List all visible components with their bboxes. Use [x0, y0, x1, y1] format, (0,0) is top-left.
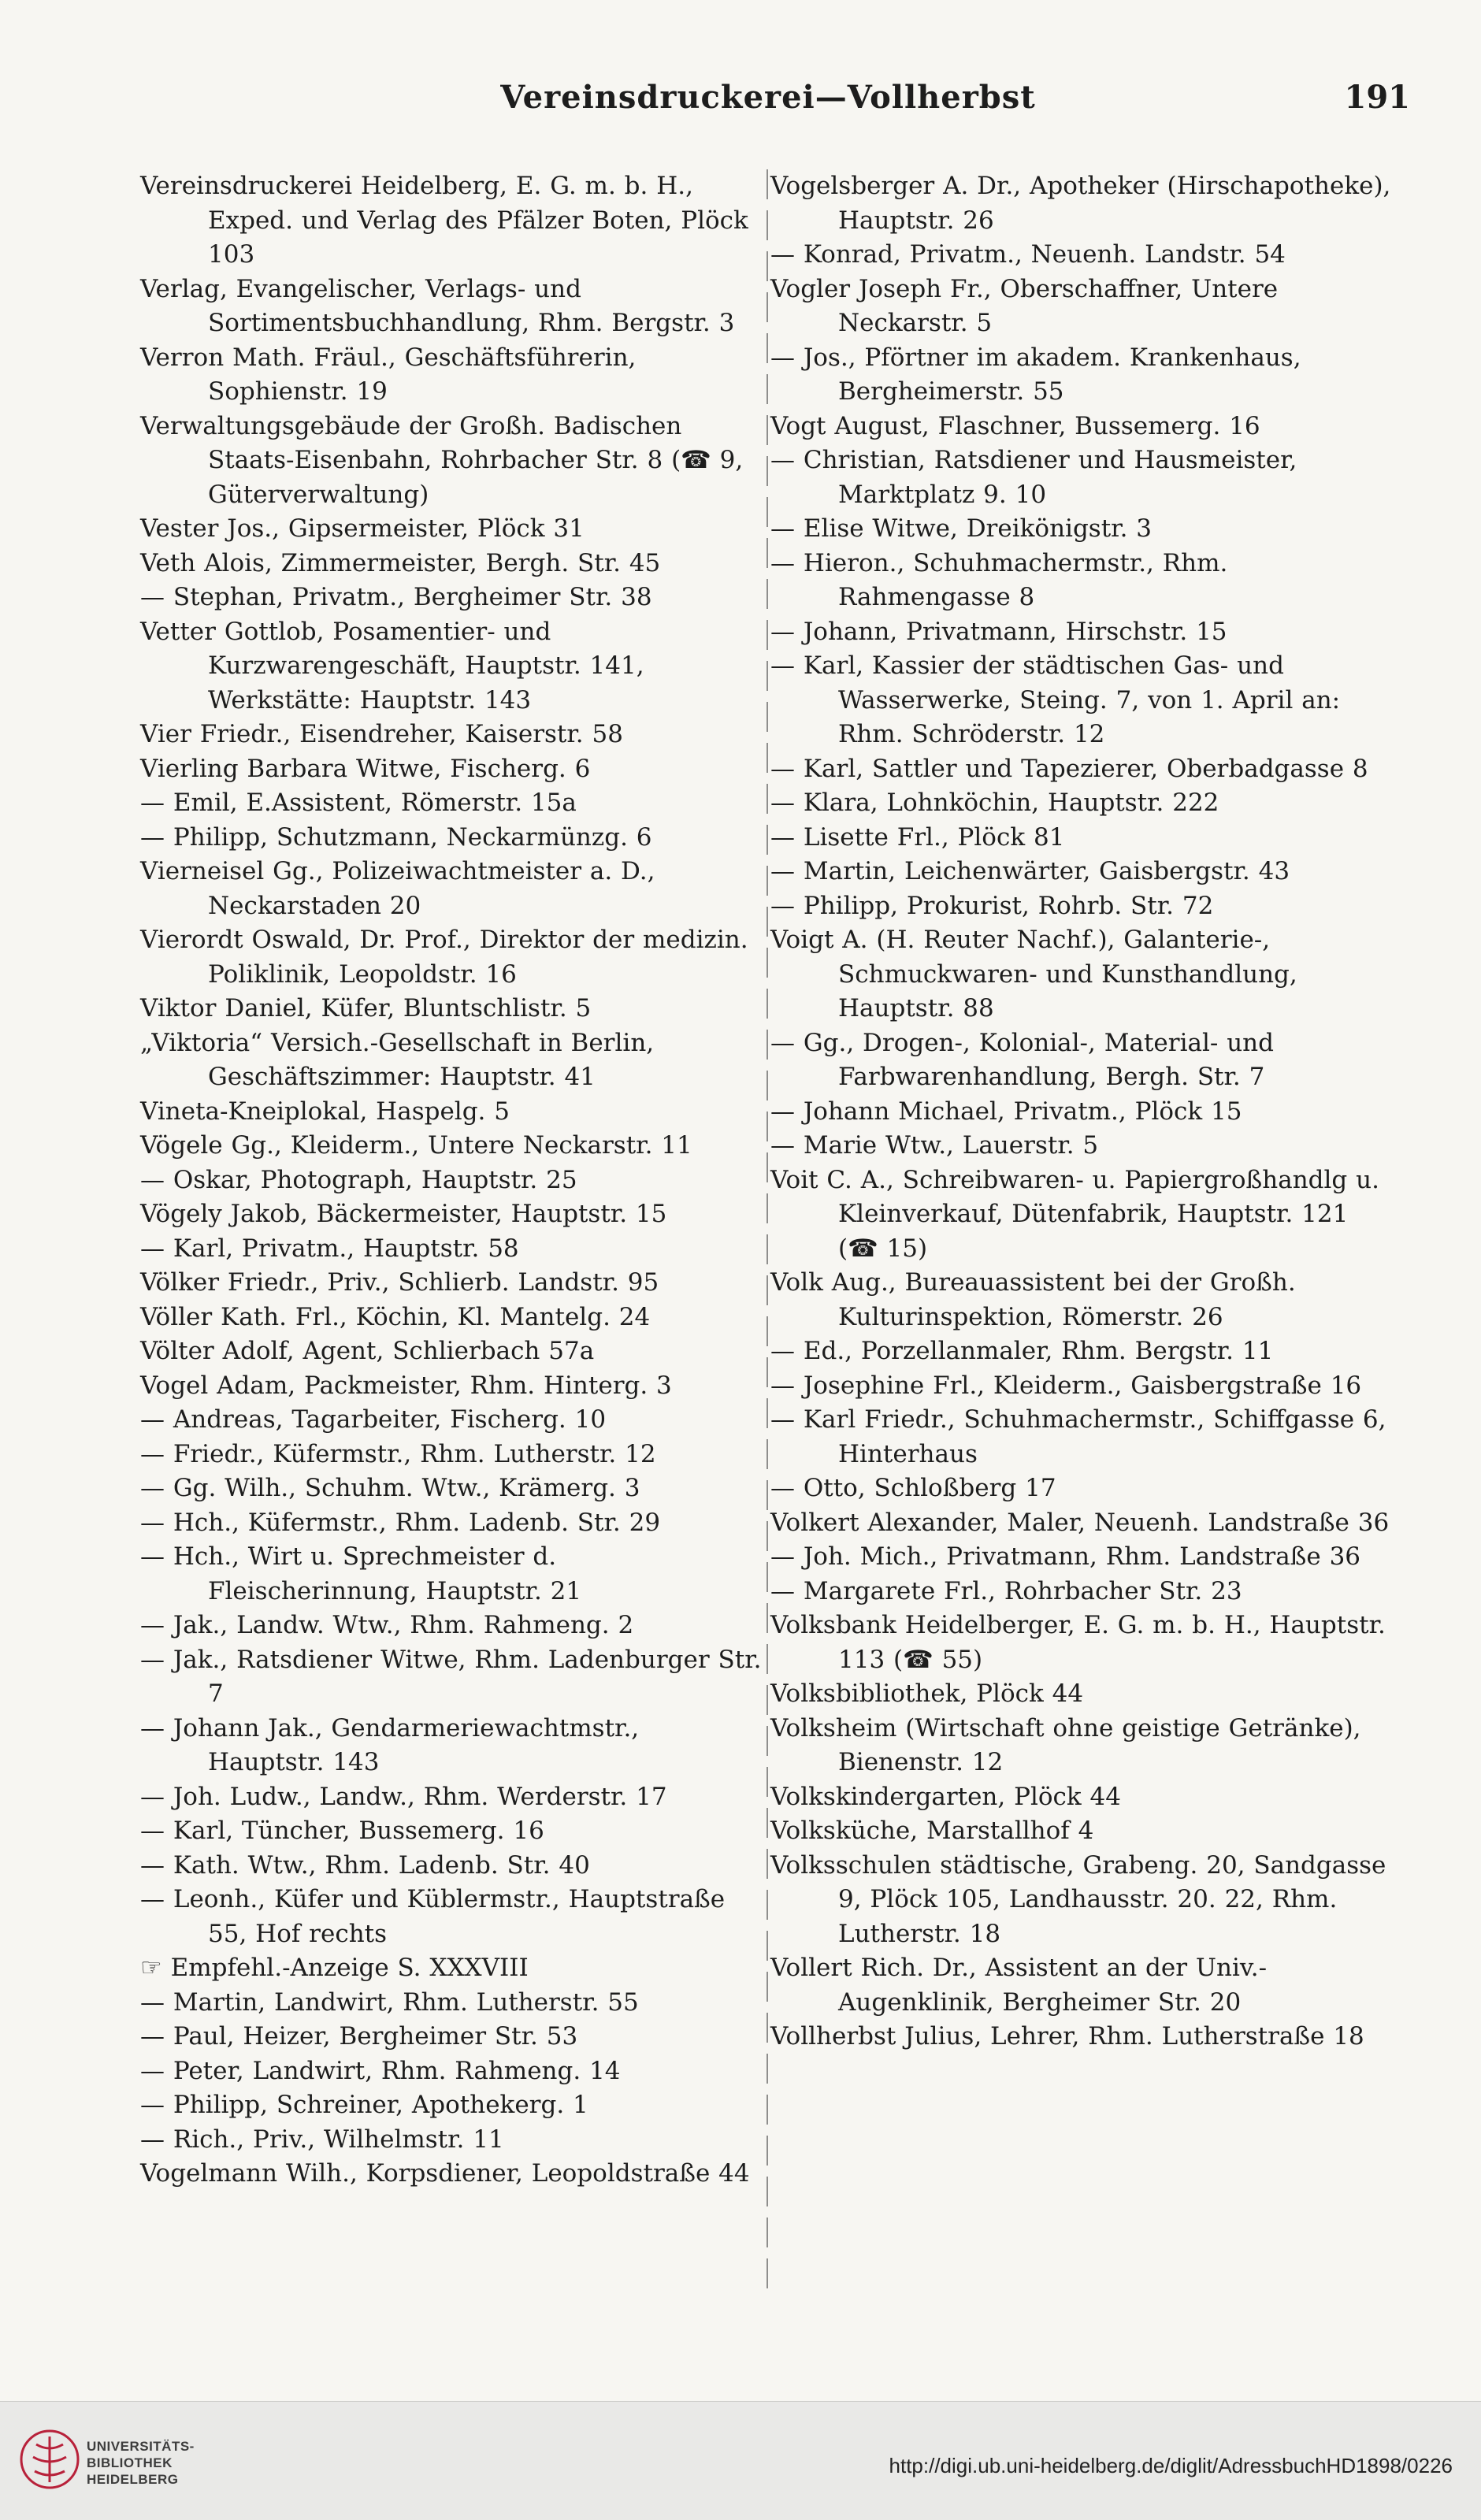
directory-entry: Völker Friedr., Priv., Schlierb. Landstr. 95 — [140, 1268, 659, 1297]
directory-entry: — Karl, Tüncher, Bussemerg. 16 — [140, 1817, 544, 1845]
directory-entry: Volkskindergarten, Plöck 44 — [770, 1782, 1121, 1811]
directory-entry: — Andreas, Tagarbeiter, Fischerg. 10 — [140, 1405, 607, 1434]
directory-entry: — Emil, E.Assistent, Römerstr. 15a — [140, 789, 577, 817]
directory-entry: Voit C. A., Schreibwaren- u. Papiergroßhandlg u. Kleinverkauf, Dütenfabrik, Hauptstr. 121 (☎ 15) — [770, 1165, 1379, 1263]
directory-entry: — Peter, Landwirt, Rhm. Rahmeng. 14 — [140, 2056, 621, 2085]
directory-entry: Vogelmann Wilh., Korpsdiener, Leopoldstraße 44 — [140, 2159, 750, 2188]
directory-entry: Vollherbst Julius, Lehrer, Rhm. Lutherstraße 18 — [770, 2022, 1364, 2051]
directory-entry: — Elise Witwe, Dreikönigstr. 3 — [770, 514, 1153, 543]
directory-entry: — Philipp, Schreiner, Apothekerg. 1 — [140, 2091, 588, 2119]
source-url[interactable]: http://digi.ub.uni-heidelberg.de/diglit/AdressbuchHD1898/0226 — [889, 2454, 1453, 2477]
logo-line: HEIDELBERG — [87, 2472, 179, 2487]
directory-entry: Volk Aug., Bureauassistent bei der Großh. Kulturinspektion, Römerstr. 26 — [770, 1268, 1296, 1331]
directory-entry: Völter Adolf, Agent, Schlierbach 57a — [140, 1337, 595, 1365]
directory-entry: — Karl, Privatm., Hauptstr. 58 — [140, 1234, 519, 1263]
directory-entry: — Lisette Frl., Plöck 81 — [770, 822, 1065, 852]
directory-entry: Vögely Jakob, Bäckermeister, Hauptstr. 15 — [140, 1200, 667, 1228]
directory-entry: Viktor Daniel, Küfer, Bluntschlistr. 5 — [140, 994, 592, 1022]
directory-entry: Vierling Barbara Witwe, Fischerg. 6 — [140, 754, 591, 783]
directory-entry: — Oskar, Photograph, Hauptstr. 25 — [140, 1165, 577, 1194]
directory-entry: — Jos., Pförtner im akadem. Krankenhaus, Bergheimerstr. 55 — [770, 343, 1301, 406]
left-column — [140, 169, 763, 2192]
column-divider — [766, 169, 768, 2288]
directory-entry: — Martin, Leichenwärter, Gaisbergstr. 43 — [770, 857, 1290, 885]
directory-entry: Vetter Gottlob, Posamentier- und Kurzwarengeschäft, Hauptstr. 141, Werkstätte: Hauptstr. 143 — [140, 617, 644, 714]
directory-entry: — Margarete Frl., Rohrbacher Str. 23 — [770, 1576, 1242, 1605]
directory-entry: Volksbibliothek, Plöck 44 — [770, 1679, 1084, 1708]
directory-entry: — Stephan, Privatm., Bergheimer Str. 38 — [140, 583, 652, 611]
logo-line: UNIVERSITÄTS- — [87, 2439, 195, 2454]
footer-bar — [0, 2401, 1481, 2520]
directory-entry: „Viktoria“ Versich.-Gesellschaft in Berlin, Geschäftszimmer: Hauptstr. 41 — [140, 1028, 655, 1091]
directory-entry: — Jak., Landw. Wtw., Rhm. Rahmeng. 2 — [140, 1611, 634, 1639]
directory-entry: Verwaltungsgebäude der Großh. Badischen Staats-Eisenbahn, Rohrbacher Str. 8 (☎ 9, Güterverwaltung) — [140, 411, 744, 509]
library-logo-text — [87, 2438, 195, 2488]
directory-entry: — Klara, Lohnköchin, Hauptstr. 222 — [770, 789, 1219, 817]
directory-entry: — Joh. Mich., Privatmann, Rhm. Landstraße 36 — [770, 1542, 1361, 1571]
directory-entry: — Johann Jak., Gendarmeriewachtmstr., Hauptstr. 143 — [140, 1713, 640, 1776]
directory-entry: Vineta-Kneiplokal, Haspelg. 5 — [140, 1097, 510, 1126]
directory-entry: Vester Jos., Gipsermeister, Plöck 31 — [140, 514, 585, 543]
directory-entry: — Hch., Wirt u. Sprechmeister d. Fleischerinnung, Hauptstr. 21 — [140, 1542, 582, 1605]
directory-entry: — Philipp, Schutzmann, Neckarmünzg. 6 — [140, 822, 652, 852]
directory-entry: Vierordt Oswald, Dr. Prof., Direktor der medizin. Poliklinik, Leopoldstr. 16 — [140, 926, 748, 989]
directory-entry: — Otto, Schloßberg 17 — [770, 1474, 1056, 1502]
directory-entry: Volkert Alexander, Maler, Neuenh. Landstraße 36 — [770, 1508, 1390, 1537]
directory-entry: Volksküche, Marstallhof 4 — [770, 1817, 1094, 1845]
directory-entry: Voigt A. (H. Reuter Nachf.), Galanterie-, Schmuckwaren- und Kunsthandlung, Hauptstr. 88 — [770, 926, 1297, 1022]
directory-entry: Vier Friedr., Eisendreher, Kaiserstr. 58 — [140, 720, 623, 748]
directory-entry: — Paul, Heizer, Bergheimer Str. 53 — [140, 2022, 578, 2051]
directory-entry: Vögele Gg., Kleiderm., Untere Neckarstr. 11 — [140, 1131, 692, 1160]
directory-entry: — Karl, Kassier der städtischen Gas- und Wasserwerke, Steing. 7, von 1. April an: Rhm. Schröderstr. 12 — [770, 651, 1341, 748]
directory-entry: — Johann Michael, Privatm., Plöck 15 — [770, 1097, 1242, 1126]
directory-entry: Vollert Rich. Dr., Assistent an der Univ.-Augenklinik, Bergheimer Str. 20 — [770, 1954, 1268, 2017]
directory-entry: Verron Math. Fräul., Geschäftsführerin, Sophienstr. 19 — [140, 343, 637, 406]
directory-entry: — Martin, Landwirt, Rhm. Lutherstr. 55 — [140, 1987, 639, 2017]
directory-entry: Volksbank Heidelberger, E. G. m. b. H., Hauptstr. 113 (☎ 55) — [770, 1611, 1386, 1674]
directory-entry: ☞ Empfehl.-Anzeige S. XXXVIII — [140, 1954, 529, 1982]
directory-entry: — Karl, Sattler und Tapezierer, Oberbadgasse 8 — [770, 754, 1368, 783]
directory-entry: Vogt August, Flaschner, Bussemerg. 16 — [770, 411, 1260, 440]
directory-entry: — Friedr., Küfermstr., Rhm. Lutherstr. 12 — [140, 1439, 656, 1468]
directory-entry: — Hieron., Schuhmachermstr., Rhm. Rahmengasse 8 — [770, 548, 1228, 611]
university-library-logo-icon — [19, 2429, 80, 2490]
directory-entry: — Jak., Ratsdiener Witwe, Rhm. Ladenburger Str. 7 — [140, 1645, 762, 1708]
directory-entry: — Kath. Wtw., Rhm. Ladenb. Str. 40 — [140, 1850, 590, 1880]
directory-entry: Veth Alois, Zimmermeister, Bergh. Str. 45 — [140, 548, 661, 577]
page-title: Vereinsdruckerei—Vollherbst — [500, 79, 1036, 116]
directory-entry: — Joh. Ludw., Landw., Rhm. Werderstr. 17 — [140, 1782, 667, 1811]
directory-entry: — Rich., Priv., Wilhelmstr. 11 — [140, 2125, 504, 2154]
directory-entry: — Leonh., Küfer und Küblermstr., Hauptstraße 55, Hof rechts — [140, 1885, 726, 1948]
directory-entry: Volksheim (Wirtschaft ohne geistige Getränke), Bienenstr. 12 — [770, 1713, 1361, 1776]
directory-entry: — Marie Wtw., Lauerstr. 5 — [770, 1131, 1099, 1160]
page-number: 191 — [1344, 79, 1410, 116]
directory-entry: — Josephine Frl., Kleiderm., Gaisbergstraße 16 — [770, 1371, 1362, 1400]
directory-entry: — Philipp, Prokurist, Rohrb. Str. 72 — [770, 891, 1214, 920]
directory-entry: — Ed., Porzellanmaler, Rhm. Bergstr. 11 — [770, 1337, 1274, 1365]
running-head — [126, 79, 1410, 126]
directory-entry: — Hch., Küfermstr., Rhm. Ladenb. Str. 29 — [140, 1508, 661, 1537]
directory-entry: — Christian, Ratsdiener und Hausmeister, Marktplatz 9. 10 — [770, 446, 1297, 509]
right-column — [770, 169, 1393, 2054]
directory-entry: — Gg. Wilh., Schuhm. Wtw., Krämerg. 3 — [140, 1474, 640, 1502]
directory-entry: — Konrad, Privatm., Neuenh. Landstr. 54 — [770, 240, 1286, 269]
directory-entry: Vierneisel Gg., Polizeiwachtmeister a. D., Neckarstaden 20 — [140, 857, 655, 920]
directory-entry: Vogler Joseph Fr., Oberschaffner, Untere Neckarstr. 5 — [770, 274, 1279, 337]
logo-line: BIBLIOTHEK — [87, 2455, 173, 2470]
directory-entry: — Karl Friedr., Schuhmachermstr., Schiffgasse 6, Hinterhaus — [770, 1405, 1386, 1468]
directory-entry: Vogelsberger A. Dr., Apotheker (Hirschapotheke), Hauptstr. 26 — [770, 172, 1391, 235]
directory-entry: Vogel Adam, Packmeister, Rhm. Hinterg. 3 — [140, 1371, 672, 1400]
directory-entry: Verlag, Evangelischer, Verlags- und Sortimentsbuchhandlung, Rhm. Bergstr. 3 — [140, 274, 735, 337]
directory-entry: — Johann, Privatmann, Hirschstr. 15 — [770, 617, 1227, 646]
directory-entry: — Gg., Drogen-, Kolonial-, Material- und Farbwarenhandlung, Bergh. Str. 7 — [770, 1028, 1274, 1091]
directory-entry: Volksschulen städtische, Grabeng. 20, Sandgasse 9, Plöck 105, Landhausstr. 20. 22, Rhm. Lutherstr. 18 — [770, 1850, 1386, 1948]
directory-entry: Vereinsdruckerei Heidelberg, E. G. m. b. H., Exped. und Verlag des Pfälzer Boten, Plöck 103 — [140, 172, 748, 269]
directory-entry: Völler Kath. Frl., Köchin, Kl. Mantelg. 24 — [140, 1302, 651, 1331]
